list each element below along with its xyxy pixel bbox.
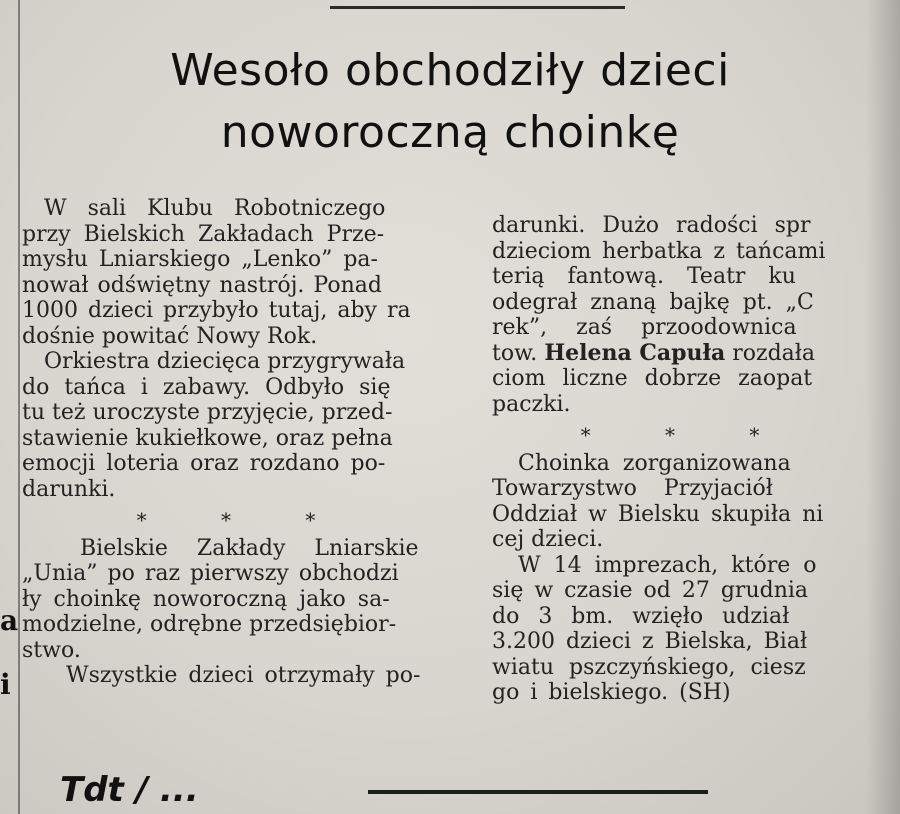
text-line: darunki. <box>22 476 116 502</box>
edge-letter: a <box>0 604 19 637</box>
section-separator: * * * <box>580 423 794 447</box>
text-line: stwo. <box>22 637 81 663</box>
headline-line-2: noworoczną choinkę <box>220 107 680 158</box>
text-line: paczki. <box>492 391 571 417</box>
text-line: mysłu Lniarskiego „Lenko” pa- <box>22 247 378 272</box>
text-line: Towarzystwo Przyjaciół <box>492 476 773 501</box>
text-line: dośnie powitać Nowy Rok. <box>22 323 318 349</box>
text-line: Oddział w Bielsku skupiła ni <box>492 501 824 527</box>
text-line: się w czasie od 27 grudnia <box>492 578 809 603</box>
text-line: nował odświętny nastrój. Ponad <box>22 272 382 298</box>
paragraph <box>492 553 882 706</box>
paragraph <box>22 196 464 349</box>
section-separator: * * * <box>136 508 350 532</box>
article-headline <box>0 40 900 164</box>
paragraph <box>22 536 464 664</box>
text-line: go i bielskiego. (SH) <box>492 680 731 705</box>
text-line: Orkiestra dziecięca przygrywała <box>44 349 406 374</box>
bottom-rule <box>368 790 708 794</box>
text-line: W sali Klubu Robotniczego <box>44 196 386 221</box>
text-line: W 14 imprezach, które o <box>518 552 817 578</box>
text-line: stawienie kukiełkowe, oraz pełna <box>22 425 393 451</box>
text-line: do 3 bm. wzięło udział <box>492 603 790 629</box>
left-column <box>22 196 464 689</box>
text-fragment: tow. <box>492 340 538 366</box>
text-line: tu też uroczyste przyjęcie, przed- <box>22 400 393 425</box>
text-line: ciom liczne dobrze zaopat <box>492 366 813 391</box>
text-line: darunki. Dużo radości spr <box>492 213 811 238</box>
paragraph <box>492 213 882 417</box>
text-line: Choinka zorganizowana <box>518 450 791 476</box>
text-line: dzieciom herbatka z tańcami <box>492 238 826 264</box>
top-rule <box>330 6 625 9</box>
text-line: przy Bielskich Zakładach Prze- <box>22 221 385 247</box>
text-line: Wszystkie dzieci otrzymały po- <box>66 663 421 688</box>
text-line <box>492 341 882 367</box>
text-line: modzielne, odrębne przedsiębior- <box>22 612 397 637</box>
text-line: 1000 dzieci przybyło tutaj, aby ra <box>22 298 411 323</box>
text-line: rek”, zaś przoodownica <box>492 315 797 340</box>
text-line: odegrał znaną bajkę pt. „C <box>492 289 814 315</box>
text-line: do tańca i zabawy. Odbyło się <box>22 374 391 400</box>
text-line: Bielskie Zakłady Lniarskie <box>80 535 419 561</box>
text-fragment: rozdała <box>732 340 816 366</box>
text-line: wiatu pszczyńskiego, ciesz <box>492 654 806 680</box>
paragraph <box>22 349 464 502</box>
text-line: „Unia” po raz pierwszy obchodzi <box>22 561 399 586</box>
paragraph <box>22 663 464 689</box>
text-line: cej dzieci. <box>492 527 604 552</box>
text-line: ły choinkę noworoczną jako sa- <box>22 586 390 612</box>
person-name: Helena Capuła <box>544 340 726 366</box>
headline-line-1: Wesoło obchodziły dzieci <box>170 45 730 96</box>
text-line: emocji loteria oraz rozdano po- <box>22 451 386 476</box>
right-column <box>492 213 882 706</box>
text-line: terią fantową. Teatr ku <box>492 264 796 289</box>
paragraph <box>492 451 882 553</box>
text-line: 3.200 dzieci z Bielska, Biał <box>492 629 808 654</box>
edge-letter: i <box>0 668 11 701</box>
handwritten-scribble: Tdt / ... <box>60 770 199 810</box>
